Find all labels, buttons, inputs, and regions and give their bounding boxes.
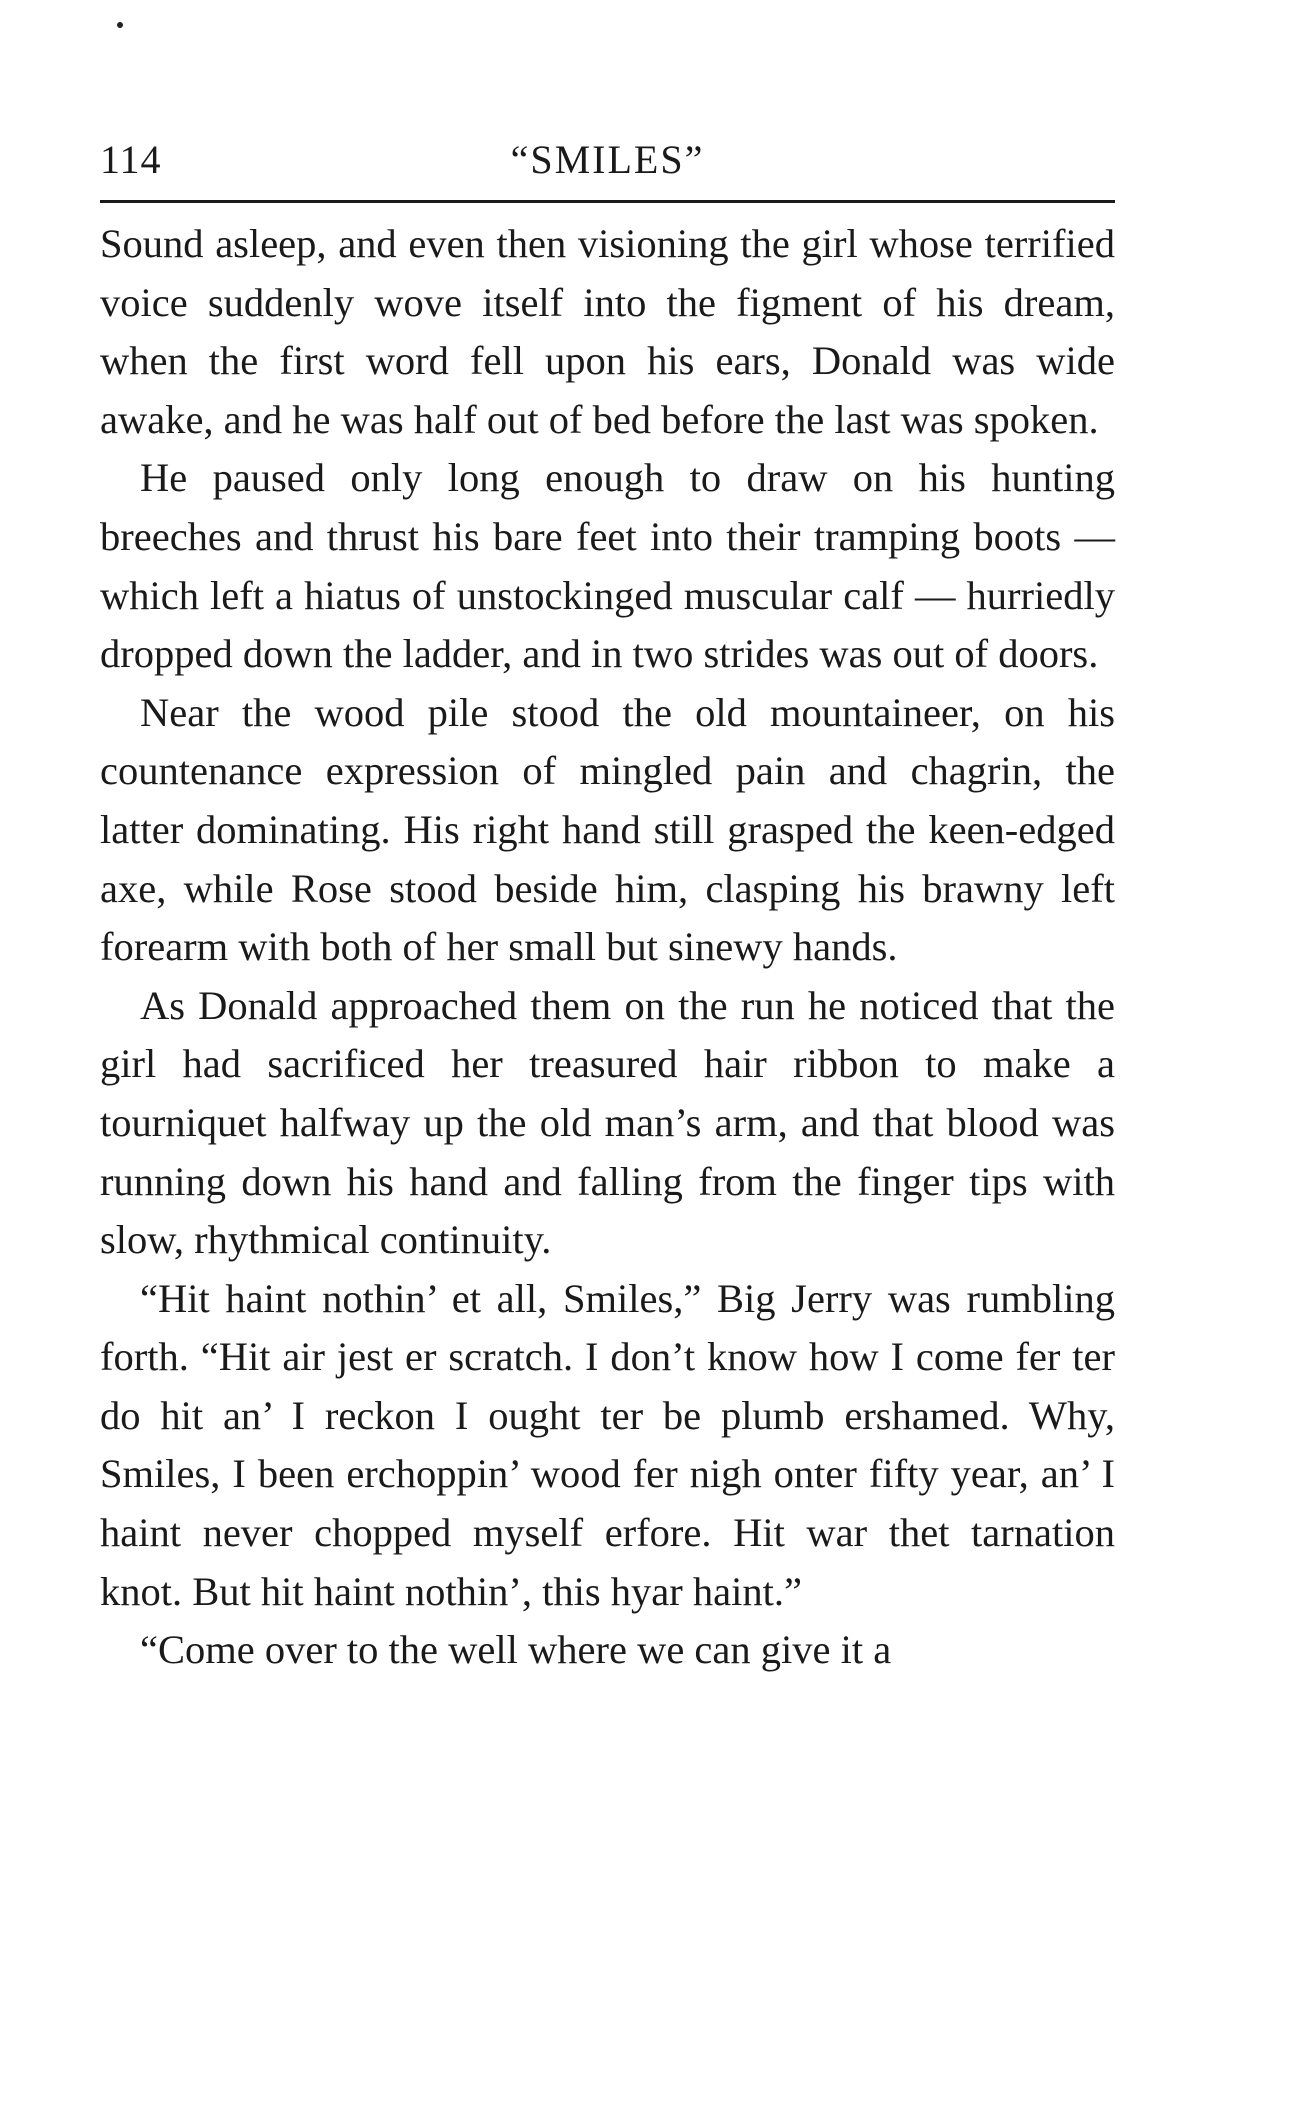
paragraph: “Hit haint nothin’ et all, Smiles,” Big Jerry was rumbling forth. “Hit air jest er scratch. I don’t know how I come fer ter do hit an’ I reckon I ought ter be plumb ershamed. Why, Smiles, I been erchoppin’ wood fer nigh onter fifty year, an’ I haint never chopped myself erfore. Hit war thet tarnation knot. But hit haint nothin’, this hyar haint.”	[100, 1275, 1115, 1614]
book-title: “SMILES”	[510, 137, 705, 182]
ink-speck	[117, 22, 123, 28]
paragraph: He paused only long enough to draw on his hunting breeches and thrust his bare feet into their tramping boots — which left a hiatus of unstockinged muscular calf — hurriedly dropped down the ladder, and in two strides was out of doors.	[100, 455, 1115, 677]
paragraph: Near the wood pile stood the old mountaineer, on his countenance expression of mingled pain and chagrin, the latter dominating. His right hand still grasped the keen-edged axe, while Rose stood beside him, clasping his brawny left forearm with both of her small but sinewy hands.	[100, 689, 1115, 970]
header-rule	[100, 200, 1115, 203]
running-head	[100, 130, 1115, 190]
page-number: 114	[100, 137, 162, 182]
paragraph: As Donald approached them on the run he noticed that the girl had sacrificed her treasured hair ribbon to make a tourniquet halfway up the old man’s arm, and that blood was running down his hand and falling from the finger tips with slow, rhythmical continuity.	[100, 982, 1115, 1263]
body-text	[100, 215, 1115, 1680]
paragraph: “Come over to the well where we can give it a	[140, 1627, 892, 1673]
paragraph: Sound asleep, and even then visioning the girl whose terrified voice suddenly wove itself into the figment of his dream, when the first word fell upon his ears, Donald was wide awake, and he was half out of bed before the last was spoken.	[100, 221, 1115, 442]
